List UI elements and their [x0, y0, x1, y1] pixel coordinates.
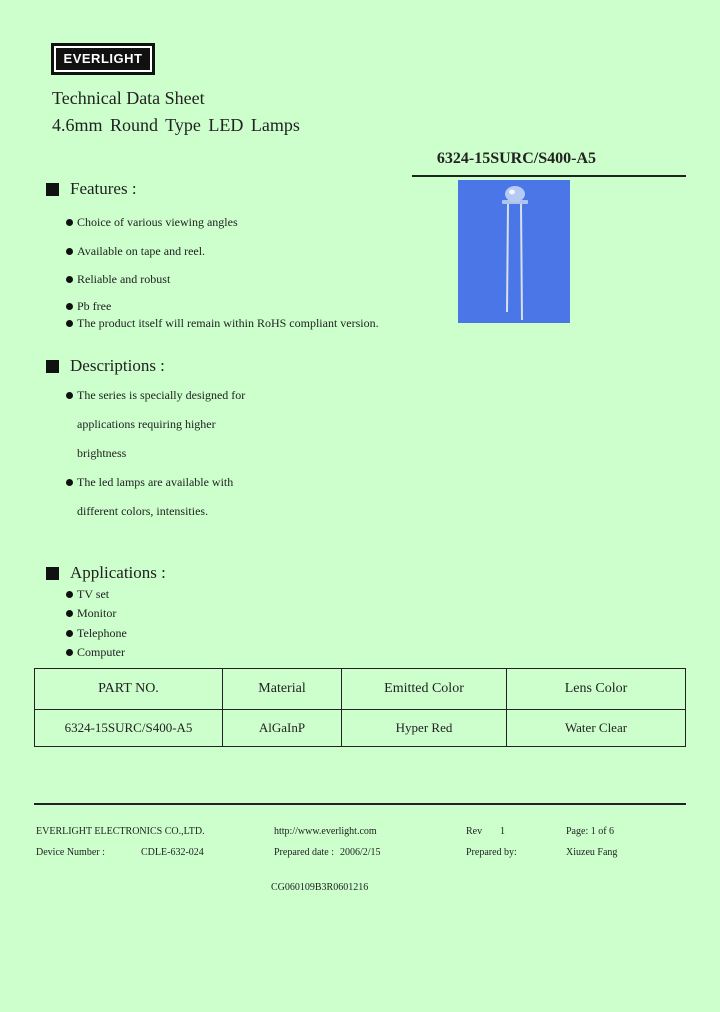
table-header-row — [35, 669, 686, 710]
footer-divider — [34, 803, 686, 805]
led-lamp-image — [458, 180, 570, 323]
bullet-icon — [66, 276, 73, 283]
led-product-photo — [458, 180, 570, 323]
section-square-icon — [46, 360, 59, 373]
description-item: The led lamps are available with — [66, 475, 233, 490]
feature-item: Choice of various viewing angles — [66, 215, 238, 230]
cell-emitted-color: Hyper Red — [342, 710, 507, 747]
application-item: Telephone — [66, 626, 127, 641]
descriptions-heading: Descriptions : — [46, 356, 165, 376]
doc-title: Technical Data Sheet — [52, 88, 205, 108]
application-item: Monitor — [66, 606, 116, 621]
footer-prepared-by-label: Prepared by: — [466, 847, 517, 858]
features-heading: Features : — [46, 179, 137, 199]
bullet-icon — [66, 392, 73, 399]
footer-company: EVERLIGHT ELECTRONICS CO.,LTD. — [36, 826, 205, 837]
footer-doc-code: CG060109B3R0601216 — [271, 882, 369, 893]
feature-item: The product itself will remain within RoHS compliant version. — [66, 316, 379, 331]
header-part-no: PART NO. — [35, 669, 223, 710]
applications-heading: Applications : — [46, 563, 166, 583]
bullet-icon — [66, 248, 73, 255]
doc-subtitle: 4.6mm Round Type LED Lamps — [52, 115, 300, 135]
bullet-icon — [66, 320, 73, 327]
footer-device-value: CDLE-632-024 — [141, 847, 204, 858]
section-square-icon — [46, 567, 59, 580]
application-item: TV set — [66, 587, 109, 602]
everlight-logo — [51, 43, 155, 75]
header-material: Material — [223, 669, 342, 710]
logo-text: EVERLIGHT — [54, 46, 152, 72]
bullet-icon — [66, 610, 73, 617]
cell-material: AlGaInP — [223, 710, 342, 747]
bullet-icon — [66, 649, 73, 656]
cell-part-no: 6324-15SURC/S400-A5 — [35, 710, 223, 747]
footer-device-label: Device Number : — [36, 847, 105, 858]
description-line: brightness — [77, 446, 127, 460]
section-square-icon — [46, 183, 59, 196]
cell-lens-color: Water Clear — [507, 710, 686, 747]
description-line: applications requiring higher — [77, 417, 216, 431]
footer-prepared-date-label: Prepared date : — [274, 847, 334, 858]
footer-url[interactable]: http://www.everlight.com — [274, 826, 377, 837]
bullet-icon — [66, 479, 73, 486]
bullet-icon — [66, 591, 73, 598]
table-row — [35, 710, 686, 747]
footer-prepared-by-value: Xiuzeu Fang — [566, 847, 618, 858]
bullet-icon — [66, 630, 73, 637]
header-emitted-color: Emitted Color — [342, 669, 507, 710]
footer-rev-label: Rev — [466, 826, 483, 837]
footer-rev-value: 1 — [500, 826, 505, 837]
feature-item: Pb free — [66, 299, 111, 314]
footer-page: Page: 1 of 6 — [566, 826, 615, 837]
part-info-table — [34, 668, 686, 747]
feature-item: Reliable and robust — [66, 272, 170, 287]
description-line: different colors, intensities. — [77, 504, 209, 518]
bullet-icon — [66, 219, 73, 226]
header-lens-color: Lens Color — [507, 669, 686, 710]
part-number-heading: 6324-15SURC/S400-A5 — [436, 150, 596, 167]
description-item: The series is specially designed for — [66, 388, 245, 403]
bullet-icon — [66, 303, 73, 310]
feature-item: Available on tape and reel. — [66, 244, 205, 259]
application-item: Computer — [66, 645, 125, 660]
part-number-underline — [412, 175, 686, 177]
footer-prepared-date-value: 2006/2/15 — [340, 847, 381, 858]
